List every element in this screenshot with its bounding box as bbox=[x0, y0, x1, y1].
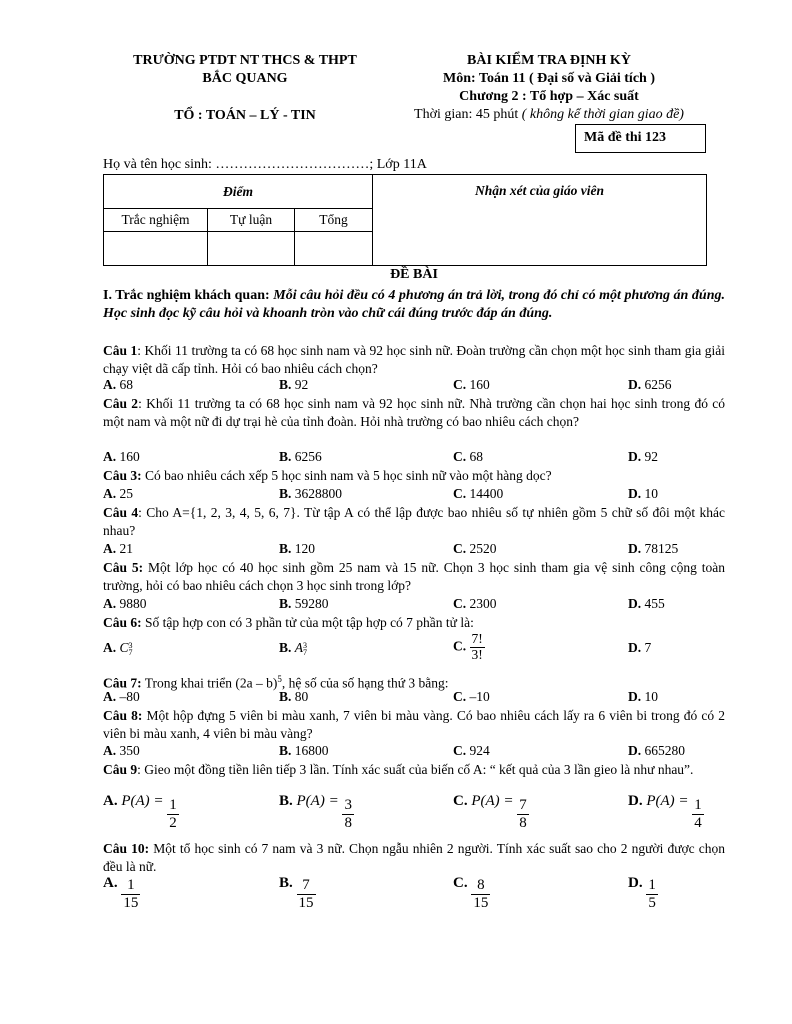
option-a[interactable]: A. –80 bbox=[103, 689, 140, 704]
option-a[interactable]: A. 21 bbox=[103, 541, 133, 556]
option-d[interactable]: D. 10 bbox=[628, 689, 658, 704]
question-1-options bbox=[103, 377, 725, 395]
option-c[interactable]: C. 160 bbox=[453, 377, 490, 392]
score-col-multiple-choice: Trắc nghiệm bbox=[104, 209, 208, 232]
score-col-total: Tổng bbox=[295, 209, 373, 232]
question-5-options bbox=[103, 596, 725, 614]
option-d[interactable]: D. 665280 bbox=[628, 743, 685, 758]
option-d[interactable]: D. P(A) = $\frac{1}{4}$ bbox=[628, 793, 702, 831]
school-location: BẮC QUANG bbox=[202, 71, 288, 86]
question-text: Số tập hợp con có 3 phần tử của một tập hợp có 7 phần tử là: bbox=[141, 615, 474, 630]
score-cell-multiple-choice bbox=[104, 232, 208, 266]
chapter: Chương 2 : Tổ hợp – Xác suất bbox=[459, 89, 639, 104]
question-7: Câu 7: Trong khai triển (2a – b)$^5$, hệ số của số hạng thứ 3 bằng: bbox=[103, 674, 449, 691]
option-c[interactable]: C. 2520 bbox=[453, 541, 497, 556]
option-a[interactable]: A. 68 bbox=[103, 377, 133, 392]
question-text: Một lớp học có 40 học sinh gồm 25 nam và 15 nữ. Chọn 3 học sinh tham gia vệ sinh công cộng toàn trường, hỏi có bao nhiêu cách chọn 3 học sinh trong lớp? bbox=[103, 560, 725, 593]
student-info-line: Họ và tên học sinh: ……………………………; Lớp 11A bbox=[103, 157, 427, 172]
option-a[interactable]: A. 350 bbox=[103, 743, 140, 758]
question-label: Câu 2 bbox=[103, 396, 139, 411]
option-b[interactable]: B. 80 bbox=[279, 689, 309, 704]
option-b[interactable]: B. 3628800 bbox=[279, 486, 343, 501]
question-text: Trong khai triển (2a – b) bbox=[141, 675, 278, 691]
option-c[interactable]: C. 14400 bbox=[453, 486, 504, 501]
option-d[interactable]: D. 78125 bbox=[628, 541, 679, 556]
score-cell-essay bbox=[208, 232, 295, 266]
part1-label: I. Trắc nghiệm khách quan: bbox=[103, 288, 270, 303]
school-name: TRƯỜNG PTDT NT THCS & THPT bbox=[133, 53, 357, 68]
question-1 bbox=[103, 342, 725, 377]
option-c[interactable]: C. 924 bbox=[453, 743, 490, 758]
question-4-options bbox=[103, 541, 725, 559]
question-8-options bbox=[103, 743, 725, 761]
question-text: : Khối 11 trường ta có 68 học sinh nam và 92 học sinh nữ. Nhà trường cần chọn hai học sinh trong đó có một nam và một nữ đi dự trại hè của tỉnh đoàn. Hỏi nhà trường có bao nhiêu cách chọn? bbox=[103, 396, 725, 429]
question-6-options bbox=[103, 632, 725, 668]
part1-instruction-text: Mỗi câu hỏi đều có 4 phương án trả lời, trong đó chỉ có một phương án đúng. Học sinh đọc kỹ câu hỏi và khoanh tròn vào chữ cái đúng trước đáp án đúng. bbox=[103, 288, 725, 321]
option-c[interactable]: C. –10 bbox=[453, 689, 490, 704]
question-3 bbox=[103, 467, 725, 485]
grade-table bbox=[103, 174, 707, 266]
option-c[interactable]: C. P(A) = $\frac{7}{8}$ bbox=[453, 793, 527, 831]
option-c[interactable]: C. 2300 bbox=[453, 596, 497, 611]
question-text: Có bao nhiêu cách xếp 5 học sinh nam và 5 học sinh nữ vào một hàng dọc? bbox=[141, 468, 552, 483]
question-label: Câu 5: bbox=[103, 560, 144, 575]
exam-code-box: Mã đề thi 123 bbox=[575, 124, 706, 153]
question-7-options bbox=[103, 689, 725, 707]
option-b[interactable]: B. A 3 7 bbox=[279, 640, 308, 657]
score-col-essay: Tự luận bbox=[208, 209, 295, 232]
question-text: Một hộp đựng 5 viên bi màu xanh, 7 viên bi màu vàng. Có bao nhiêu cách lấy ra 6 viên bi trong đó có 2 viên bi màu xanh, 4 viên bi màu vàng? bbox=[103, 708, 725, 741]
question-text: : Cho A={1, 2, 3, 4, 5, 6, 7}. Từ tập A có thể lập được bao nhiêu số tự nhiên gồm 5 chữ số đôi một khác nhau? bbox=[103, 505, 725, 538]
score-cell-total bbox=[295, 232, 373, 266]
option-a[interactable]: A. 160 bbox=[103, 449, 140, 464]
option-c[interactable]: C. 68 bbox=[453, 449, 483, 464]
option-b[interactable]: B. 92 bbox=[279, 377, 309, 392]
question-text: : Khối 11 trường ta có 68 học sinh nam và 92 học sinh nữ. Đoàn trường cần chọn một học sinh tham gia giải chạy việt dã cấp tỉnh. Hỏi có bao nhiêu cách chọn? bbox=[103, 343, 725, 376]
question-5 bbox=[103, 559, 725, 594]
section-title: ĐỀ BÀI bbox=[390, 267, 438, 282]
department: TỔ : TOÁN – LÝ - TIN bbox=[174, 108, 316, 123]
option-d[interactable]: D. 10 bbox=[628, 486, 658, 501]
question-2 bbox=[103, 395, 725, 430]
question-label: Câu 7: bbox=[103, 675, 142, 691]
question-9-options bbox=[103, 793, 725, 839]
option-d[interactable]: D. 6256 bbox=[628, 377, 672, 392]
option-a[interactable]: A. P(A) = $\frac{1}{2}$ bbox=[103, 793, 177, 831]
subject: Môn: Toán 11 ( Đại số và Giải tích ) bbox=[443, 71, 655, 86]
question-10-options bbox=[103, 877, 725, 919]
question-label: Câu 10: bbox=[103, 841, 150, 856]
question-8 bbox=[103, 707, 725, 742]
question-6 bbox=[103, 614, 725, 632]
question-label: Câu 6: bbox=[103, 615, 142, 630]
option-a[interactable]: A. C 3 7 bbox=[103, 640, 133, 657]
teacher-comment-header: Nhận xét của giáo viên bbox=[373, 175, 707, 266]
question-label: Câu 1 bbox=[103, 343, 138, 358]
question-label: Câu 9 bbox=[103, 762, 138, 777]
option-c[interactable]: C. $\frac{8}{15}$ bbox=[453, 875, 489, 911]
option-d[interactable]: D. 7 bbox=[628, 640, 652, 655]
question-label: Câu 4 bbox=[103, 505, 139, 520]
part1-instructions bbox=[103, 287, 725, 322]
option-b[interactable]: B. 16800 bbox=[279, 743, 329, 758]
option-b[interactable]: B. 6256 bbox=[279, 449, 322, 464]
question-3-options bbox=[103, 486, 725, 504]
option-b[interactable]: B. 59280 bbox=[279, 596, 329, 611]
exam-time bbox=[386, 107, 712, 123]
option-b[interactable]: B. P(A) = $\frac{3}{8}$ bbox=[279, 793, 352, 831]
option-c[interactable]: C. $\frac{7!}{3!}$ bbox=[453, 631, 483, 662]
option-a[interactable]: A. $\frac{1}{15}$ bbox=[103, 875, 139, 911]
option-d[interactable]: D. 455 bbox=[628, 596, 665, 611]
score-header: Điểm bbox=[104, 175, 373, 209]
question-text: Một tổ học sinh có 7 nam và 3 nữ. Chọn ngẫu nhiên 2 người. Tính xác suất sao cho 2 người được chọn đều là nữ. bbox=[103, 841, 725, 874]
option-d[interactable]: D. $\frac{1}{5}$ bbox=[628, 875, 656, 911]
option-a[interactable]: A. 25 bbox=[103, 486, 133, 501]
question-4 bbox=[103, 504, 725, 539]
exam-time-value: Thời gian: 45 phút bbox=[414, 107, 519, 122]
option-b[interactable]: B. $\frac{7}{15}$ bbox=[279, 875, 314, 911]
option-b[interactable]: B. 120 bbox=[279, 541, 316, 556]
question-9 bbox=[103, 761, 725, 779]
exam-title: BÀI KIỂM TRA ĐỊNH KỲ bbox=[467, 53, 631, 68]
exam-time-note: ( không kể thời gian giao đề) bbox=[521, 107, 684, 122]
question-text: : Gieo một đồng tiền liên tiếp 3 lần. Tính xác suất của biến cố A: “ kết quả của 3 lần gieo là như nhau”. bbox=[137, 762, 694, 777]
question-10 bbox=[103, 840, 725, 875]
question-label: Câu 3: bbox=[103, 468, 142, 483]
option-a[interactable]: A. 9880 bbox=[103, 596, 147, 611]
option-d[interactable]: D. 92 bbox=[628, 449, 658, 464]
question-2-options bbox=[103, 449, 725, 467]
question-label: Câu 8: bbox=[103, 708, 143, 723]
